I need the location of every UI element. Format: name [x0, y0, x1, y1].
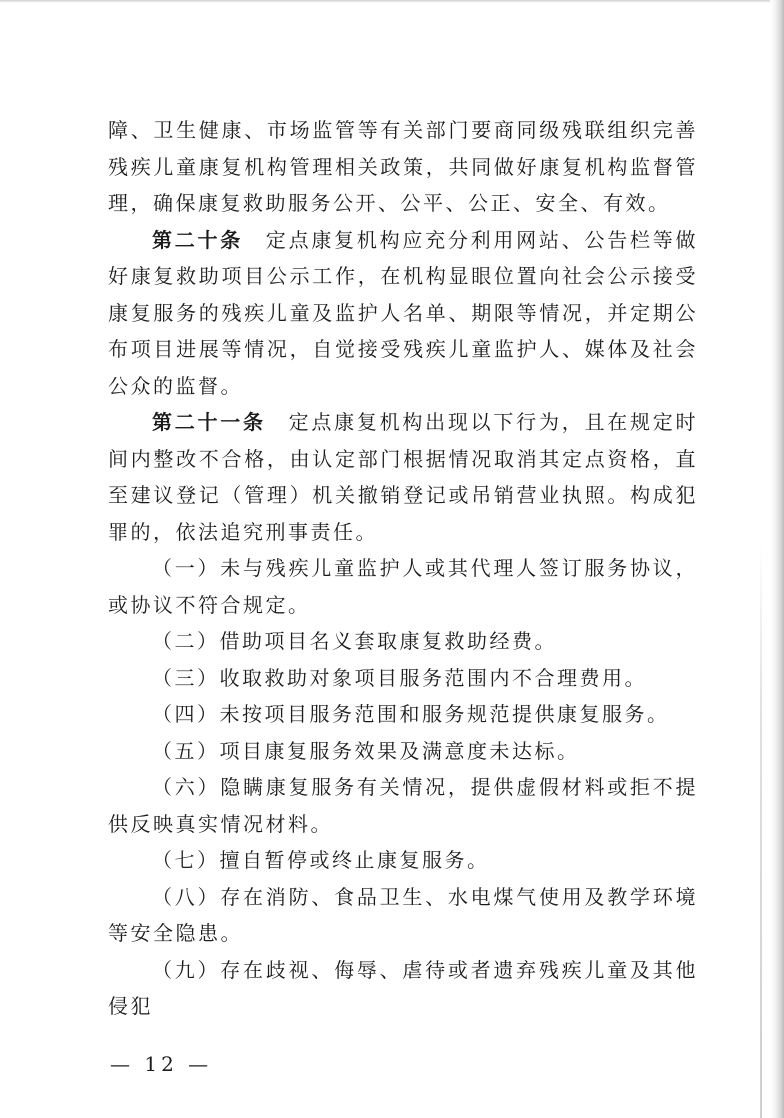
- list-item-1: （一）未与残疾儿童监护人或其代理人签订服务协议，或协议不符合规定。: [108, 556, 698, 617]
- article-heading: 第二十一条: [152, 410, 266, 434]
- article-20: [108, 222, 698, 405]
- list-item-3: （三）收取救助对象项目服务范围内不合理费用。: [152, 665, 647, 690]
- list-item-5: （五）项目康复服务效果及满意度未达标。: [152, 738, 580, 763]
- document-body: [108, 112, 698, 1025]
- scan-fold-line: [760, 540, 762, 1118]
- list-item-9: （九）存在歧视、侮辱、虐待或者遗弃残疾儿童及其他侵犯: [108, 957, 698, 1018]
- article-heading: 第二十条: [152, 227, 244, 252]
- scan-edge-right: [770, 0, 784, 1118]
- list-item-8: （八）存在消防、食品卫生、水电煤气使用及教学环境等安全隐患。: [108, 884, 698, 945]
- scan-edge-top: [0, 0, 784, 3]
- list-item-6: （六）隐瞒康复服务有关情况，提供虚假材料或拒不提供反映真实情况材料。: [108, 775, 698, 836]
- article-21: [108, 404, 698, 550]
- list-item-7: （七）擅自暂停或终止康复服务。: [152, 848, 490, 872]
- list-item-4: （四）未按项目服务范围和服务规范提供康复服务。: [152, 702, 670, 726]
- article-text: 定点康复机构出现以下行为，且在规定时间内整改不合格，由认定部门根据情况取消其定点资格，直至建议登记（管理）机关撤销登记或吊销营业执照。构成犯罪的，依法追究刑事责任。: [108, 410, 699, 544]
- list-item-2: （二）借助项目名义套取康复救助经费。: [152, 629, 557, 653]
- article-text: 定点康复机构应充分利用网站、公告栏等做好康复救助项目公示工作，在机构显眼位置向社会公示接受康复服务的残疾儿童及监护人名单、期限等情况，并定期公布项目进展等情况，自觉接受残疾儿童监护人、媒体及社会公众的监督。: [108, 227, 699, 398]
- paragraph-continuation: 障、卫生健康、市场监管等有关部门要商同级残联组织完善残疾儿童康复机构管理相关政策，共同做好康复机构监督管理，确保康复救助服务公开、公平、公正、安全、有效。: [108, 118, 698, 215]
- page-number: — 12 —: [110, 1052, 213, 1076]
